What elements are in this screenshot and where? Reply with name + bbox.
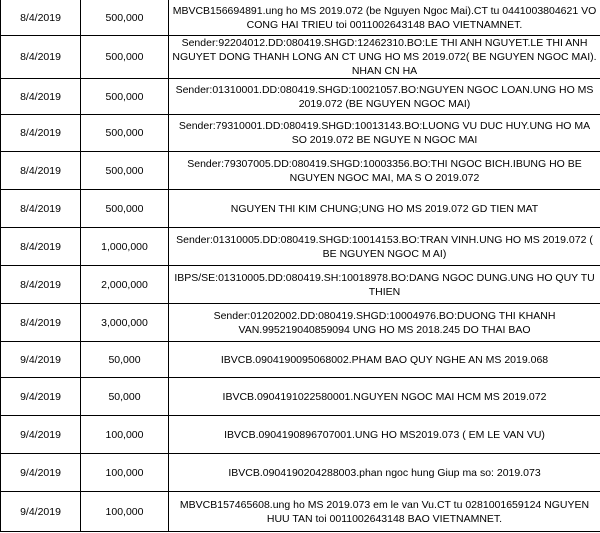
description-cell: Sender:01310001.DD:080419.SHGD:10021057.BO:NGUYEN NGOC LOAN.UNG HO MS 2019.072 (BE NGUYEN NGOC MAI): [169, 79, 600, 115]
table-row: [1, 492, 600, 532]
amount-cell: 2,000,000: [81, 266, 169, 304]
description-cell: IBVCB.0904190095068002.PHAM BAO QUY NGHE AN MS 2019.068: [169, 342, 600, 378]
amount-cell: 500,000: [81, 115, 169, 152]
amount-cell: 100,000: [81, 416, 169, 454]
description-cell: IBPS/SE:01310005.DD:080419.SH:10018978.BO:DANG NGOC DUNG.UNG HO QUY TU THIEN: [169, 266, 600, 304]
amount-cell: 100,000: [81, 454, 169, 492]
table-row: [1, 304, 600, 342]
amount-cell: 500,000: [81, 190, 169, 228]
description-cell: Sender:92204012.DD:080419.SHGD:12462310.BO:LE THI ANH NGUYET.LE THI ANH NGUYET DONG THANH LONG AN CT UNG HO MS 2019.072( BE NGUYEN NGOC MAI). NHAN CN HA: [169, 36, 600, 79]
table-row: [1, 152, 600, 190]
table-row: [1, 228, 600, 266]
description-cell: NGUYEN THI KIM CHUNG;UNG HO MS 2019.072 GD TIEN MAT: [169, 190, 600, 228]
description-cell: Sender:79310001.DD:080419.SHGD:10013143.BO:LUONG VU DUC HUY.UNG HO MA SO 2019.072 BE NGUYE N NGOC MAI: [169, 115, 600, 152]
table-row: [1, 416, 600, 454]
amount-cell: 500,000: [81, 152, 169, 190]
table-row: [1, 342, 600, 378]
date-cell: 8/4/2019: [1, 36, 81, 79]
description-cell: MBVCB157465608.ung ho MS 2019.073 em le van Vu.CT tu 0281001659124 NGUYEN HUU TAN toi 0011002643148 BAO VIETNAMNET.: [169, 492, 600, 532]
date-cell: 8/4/2019: [1, 152, 81, 190]
date-cell: 9/4/2019: [1, 454, 81, 492]
description-cell: MBVCB156694891.ung ho MS 2019.072 (be Nguyen Ngoc Mai).CT tu 0441003804621 VO CONG HAI TRIEU toi 0011002643148 BAO VIETNAMNET.: [169, 0, 600, 36]
amount-cell: 500,000: [81, 79, 169, 115]
table-row: [1, 0, 600, 36]
table-row: [1, 36, 600, 79]
description-cell: Sender:01310005.DD:080419.SHGD:10014153.BO:TRAN VINH.UNG HO MS 2019.072 ( BE NGUYEN NGOC M AI): [169, 228, 600, 266]
date-cell: 8/4/2019: [1, 228, 81, 266]
table-row: [1, 378, 600, 416]
date-cell: 8/4/2019: [1, 0, 81, 36]
description-cell: IBVCB.0904190204288003.phan ngoc hung Giup ma so: 2019.073: [169, 454, 600, 492]
date-cell: 8/4/2019: [1, 190, 81, 228]
date-cell: 8/4/2019: [1, 304, 81, 342]
description-cell: Sender:01202002.DD:080419.SHGD:10004976.BO:DUONG THI KHANH VAN.995219040859094 UNG HO MS 2018.245 DO THAI BAO: [169, 304, 600, 342]
table-row: [1, 115, 600, 152]
amount-cell: 50,000: [81, 378, 169, 416]
date-cell: 8/4/2019: [1, 79, 81, 115]
date-cell: 8/4/2019: [1, 266, 81, 304]
date-cell: 9/4/2019: [1, 492, 81, 532]
table-row: [1, 454, 600, 492]
description-cell: IBVCB.0904190896707001.UNG HO MS2019.073 ( EM LE VAN VU): [169, 416, 600, 454]
date-cell: 8/4/2019: [1, 115, 81, 152]
description-cell: IBVCB.0904191022580001.NGUYEN NGOC MAI HCM MS 2019.072: [169, 378, 600, 416]
amount-cell: 50,000: [81, 342, 169, 378]
description-cell: Sender:79307005.DD:080419.SHGD:10003356.BO:THI NGOC BICH.IBUNG HO BE NGUYEN NGOC MAI, MA S O 2019.072: [169, 152, 600, 190]
date-cell: 9/4/2019: [1, 342, 81, 378]
table-row: [1, 266, 600, 304]
amount-cell: 3,000,000: [81, 304, 169, 342]
amount-cell: 100,000: [81, 492, 169, 532]
date-cell: 9/4/2019: [1, 416, 81, 454]
amount-cell: 500,000: [81, 36, 169, 79]
date-cell: 9/4/2019: [1, 378, 81, 416]
table-row: [1, 79, 600, 115]
amount-cell: 1,000,000: [81, 228, 169, 266]
amount-cell: 500,000: [81, 0, 169, 36]
table-row: [1, 190, 600, 228]
